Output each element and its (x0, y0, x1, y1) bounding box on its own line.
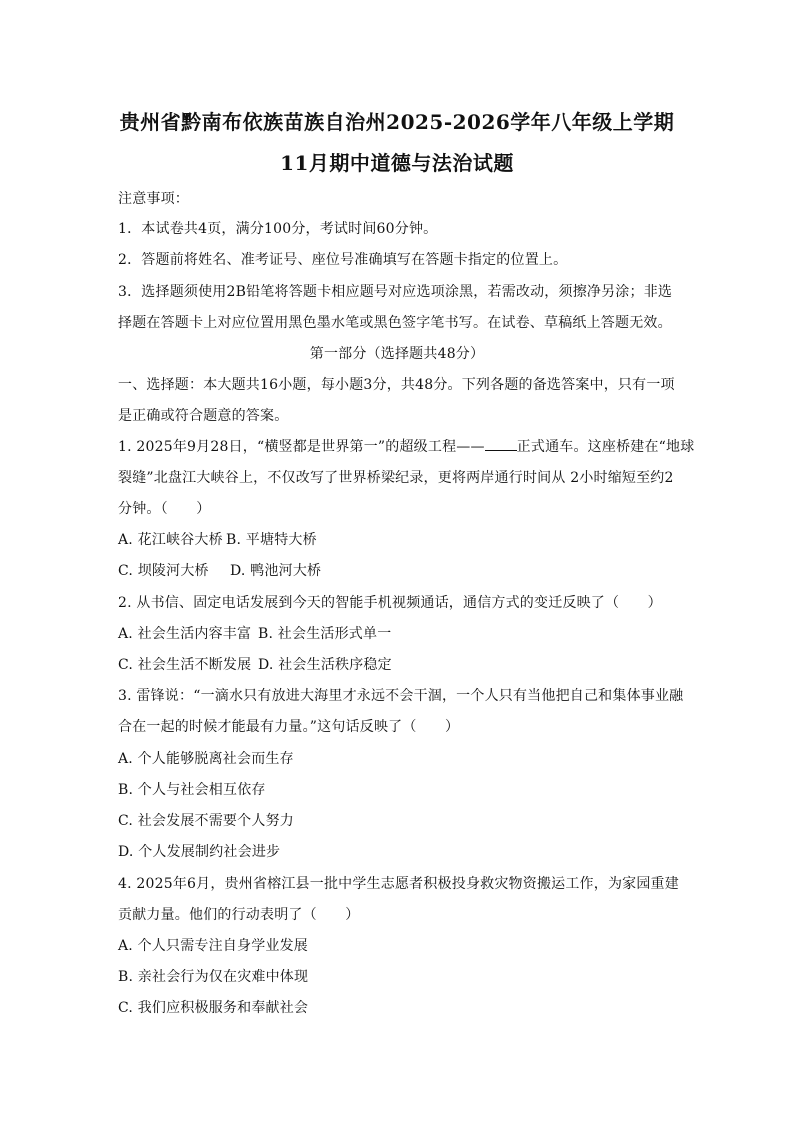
note-item-1: 1．本试卷共4页，满分100分，考试时间60分钟。 (118, 221, 438, 237)
q4-option-b: B. 亲社会行为仅在灾难中体现 (118, 969, 309, 985)
q3-stem-line1: 3. 雷锋说：“一滴水只有放进大海里才永远不会干涸，一个人只有当他把自己和集体事业融 (118, 688, 684, 704)
exam-title-line1: 贵州省黔南布依族苗族自治州2025-2026学年八年级上学期 (119, 110, 675, 134)
q4-stem-line2: 贡献力量。他们的行动表明了（ ） (118, 907, 360, 923)
q1-option-a: A. 花江峡谷大桥 (118, 532, 223, 548)
q4-stem-line1: 4. 2025年6月，贵州省榕江县一批中学生志愿者积极投身救灾物资搬运工作，为家园重建 (118, 876, 679, 892)
part1-heading: 第一部分（选择题共48分） (309, 346, 485, 362)
part1-intro-line1: 一、选择题：本大题共16小题，每小题3分，共48分。下列各题的备选答案中，只有一项 (118, 377, 675, 393)
q3-option-b: B. 个人与社会相互依存 (118, 782, 266, 798)
q1-option-b: B. 平塘特大桥 (226, 532, 317, 548)
q1-option-d: D. 鸭池河大桥 (230, 563, 322, 579)
q3-option-a: A. 个人能够脱离社会而生存 (118, 751, 294, 767)
q3-option-c: C. 社会发展不需要个人努力 (118, 813, 294, 829)
q1-option-c: C. 坝陵河大桥 (118, 563, 209, 579)
q2-option-a: A. 社会生活内容丰富 (118, 626, 252, 642)
q1-options-row2 (118, 560, 321, 580)
q2-options-row1 (118, 623, 391, 643)
q2-option-b: B. 社会生活形式单一 (258, 626, 392, 642)
notes-heading: 注意事项： (118, 191, 189, 207)
q1-options-row1 (118, 529, 317, 549)
q2-stem-line1: 2. 从书信、固定电话发展到今天的智能手机视频通话，通信方式的变迁反映了（ ） (118, 595, 662, 611)
q1-answer-blank (485, 438, 517, 451)
q3-stem-line2: 合在一起的时候才能最有力量。”这句话反映了（ ） (118, 719, 460, 735)
q4-option-c: C. 我们应积极服务和奉献社会 (118, 1000, 309, 1016)
note-item-2: 2．答题前将姓名、准考证号、座位号准确填写在答题卡指定的位置上。 (118, 252, 568, 268)
part1-intro-line2: 是正确或符合题意的答案。 (118, 408, 289, 424)
note-item-3-line1: 3．选择题须使用2B铅笔将答题卡相应题号对应选项涂黑，若需改动，须擦净另涂；非选 (118, 284, 673, 300)
q2-options-row2 (118, 654, 392, 674)
q1-stem-post: 正式通车。这座桥建在“地球 (516, 439, 695, 455)
q1-stem-line2: 裂缝”北盘江大峡谷上，不仅改写了世界桥梁纪录，更将两岸通行时间从 2小时缩短至约2 (118, 470, 674, 486)
q1-stem-line1 (118, 436, 694, 456)
q2-option-c: C. 社会生活不断发展 (118, 657, 252, 673)
q1-stem-line3: 分钟。（ ） (118, 501, 211, 517)
q1-stem-pre: 1. 2025年9月28日，“横竖都是世界第一”的超级工程—— (118, 439, 485, 455)
q3-option-d: D. 个人发展制约社会进步 (118, 844, 281, 860)
q2-option-d: D. 社会生活秩序稳定 (258, 657, 392, 673)
exam-title-line2: 11月期中道德与法治试题 (280, 151, 514, 175)
q4-option-a: A. 个人只需专注自身学业发展 (118, 938, 309, 954)
note-item-3-line2: 择题在答题卡上对应位置用黑色墨水笔或黑色签字笔书写。在试卷、草稿纸上答题无效。 (118, 315, 672, 331)
